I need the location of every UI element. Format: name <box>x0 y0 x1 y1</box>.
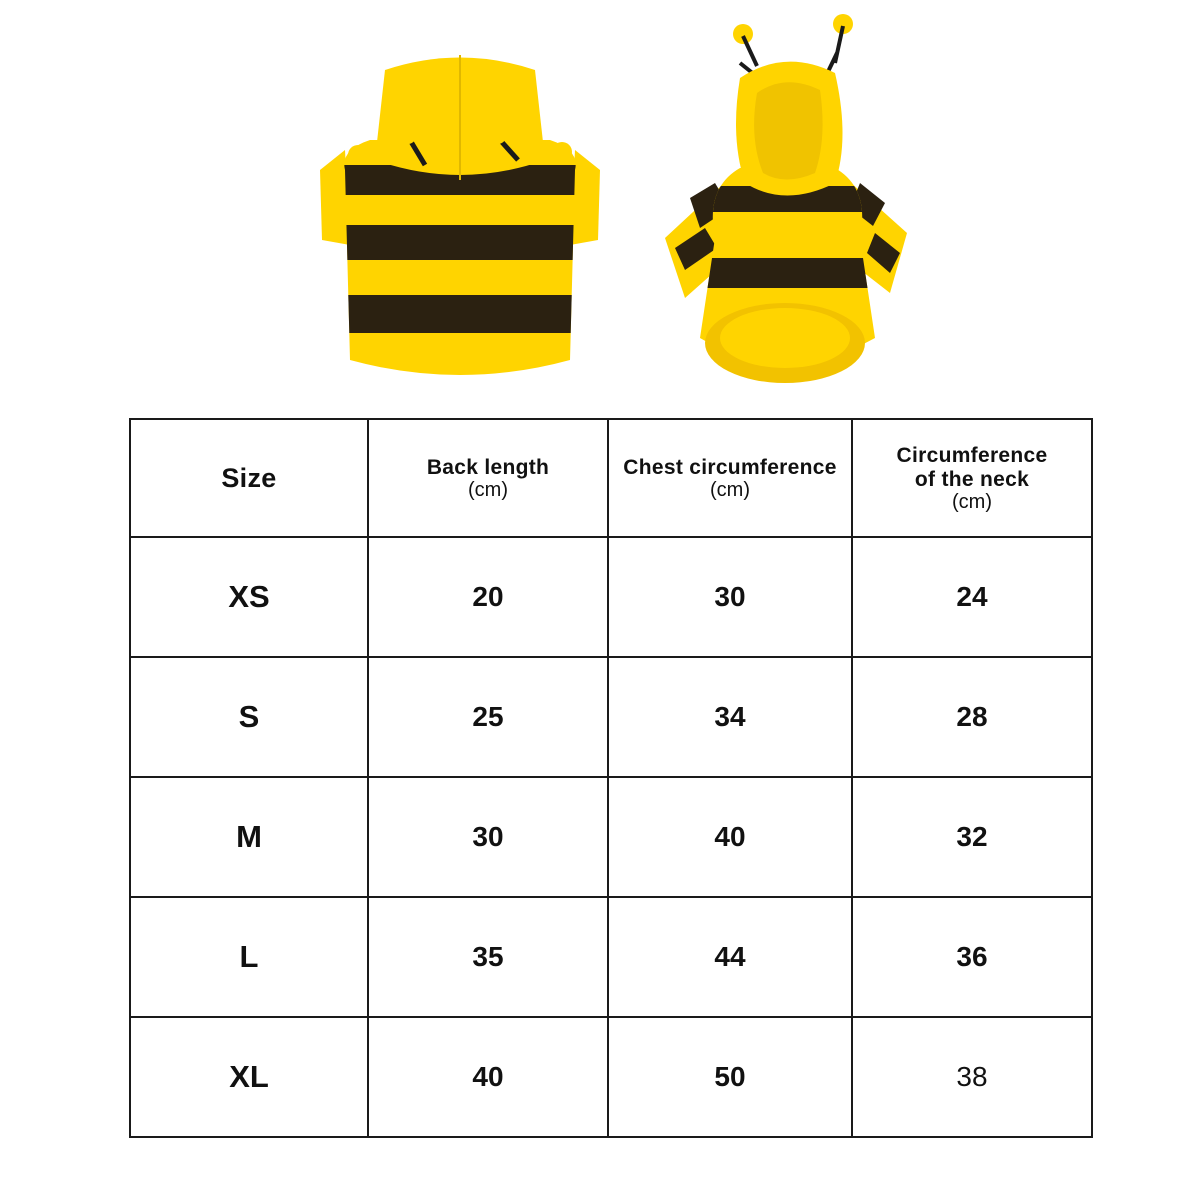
back-length-cell: 20 <box>368 537 608 657</box>
chest-cell: 30 <box>608 537 852 657</box>
header-neck-circumference: Circumference of the neck (cm) <box>852 419 1092 537</box>
table-row <box>130 537 1092 657</box>
size-cell: XS <box>130 537 368 657</box>
back-length-cell: 25 <box>368 657 608 777</box>
product-photos <box>0 0 1200 410</box>
neck-cell: 38 <box>852 1017 1092 1137</box>
header-chest-circumference: Chest circumference (cm) <box>608 419 852 537</box>
chest-cell: 40 <box>608 777 852 897</box>
back-length-cell: 30 <box>368 777 608 897</box>
table-row <box>130 657 1092 777</box>
size-cell: XL <box>130 1017 368 1137</box>
chest-cell: 34 <box>608 657 852 777</box>
neck-cell: 28 <box>852 657 1092 777</box>
header-back-length: Back length (cm) <box>368 419 608 537</box>
chest-cell: 50 <box>608 1017 852 1137</box>
bee-hoodie-back-image <box>300 40 620 390</box>
header-size: Size <box>130 419 368 537</box>
table-header-row <box>130 419 1092 537</box>
neck-cell: 36 <box>852 897 1092 1017</box>
size-cell: L <box>130 897 368 1017</box>
back-length-cell: 35 <box>368 897 608 1017</box>
chest-cell: 44 <box>608 897 852 1017</box>
table-row <box>130 777 1092 897</box>
bee-hoodie-front-image <box>645 8 925 403</box>
neck-cell: 32 <box>852 777 1092 897</box>
table-row <box>130 1017 1092 1137</box>
size-cell: M <box>130 777 368 897</box>
table-row <box>130 897 1092 1017</box>
neck-cell: 24 <box>852 537 1092 657</box>
size-cell: S <box>130 657 368 777</box>
size-chart-table <box>129 418 1093 1138</box>
back-length-cell: 40 <box>368 1017 608 1137</box>
